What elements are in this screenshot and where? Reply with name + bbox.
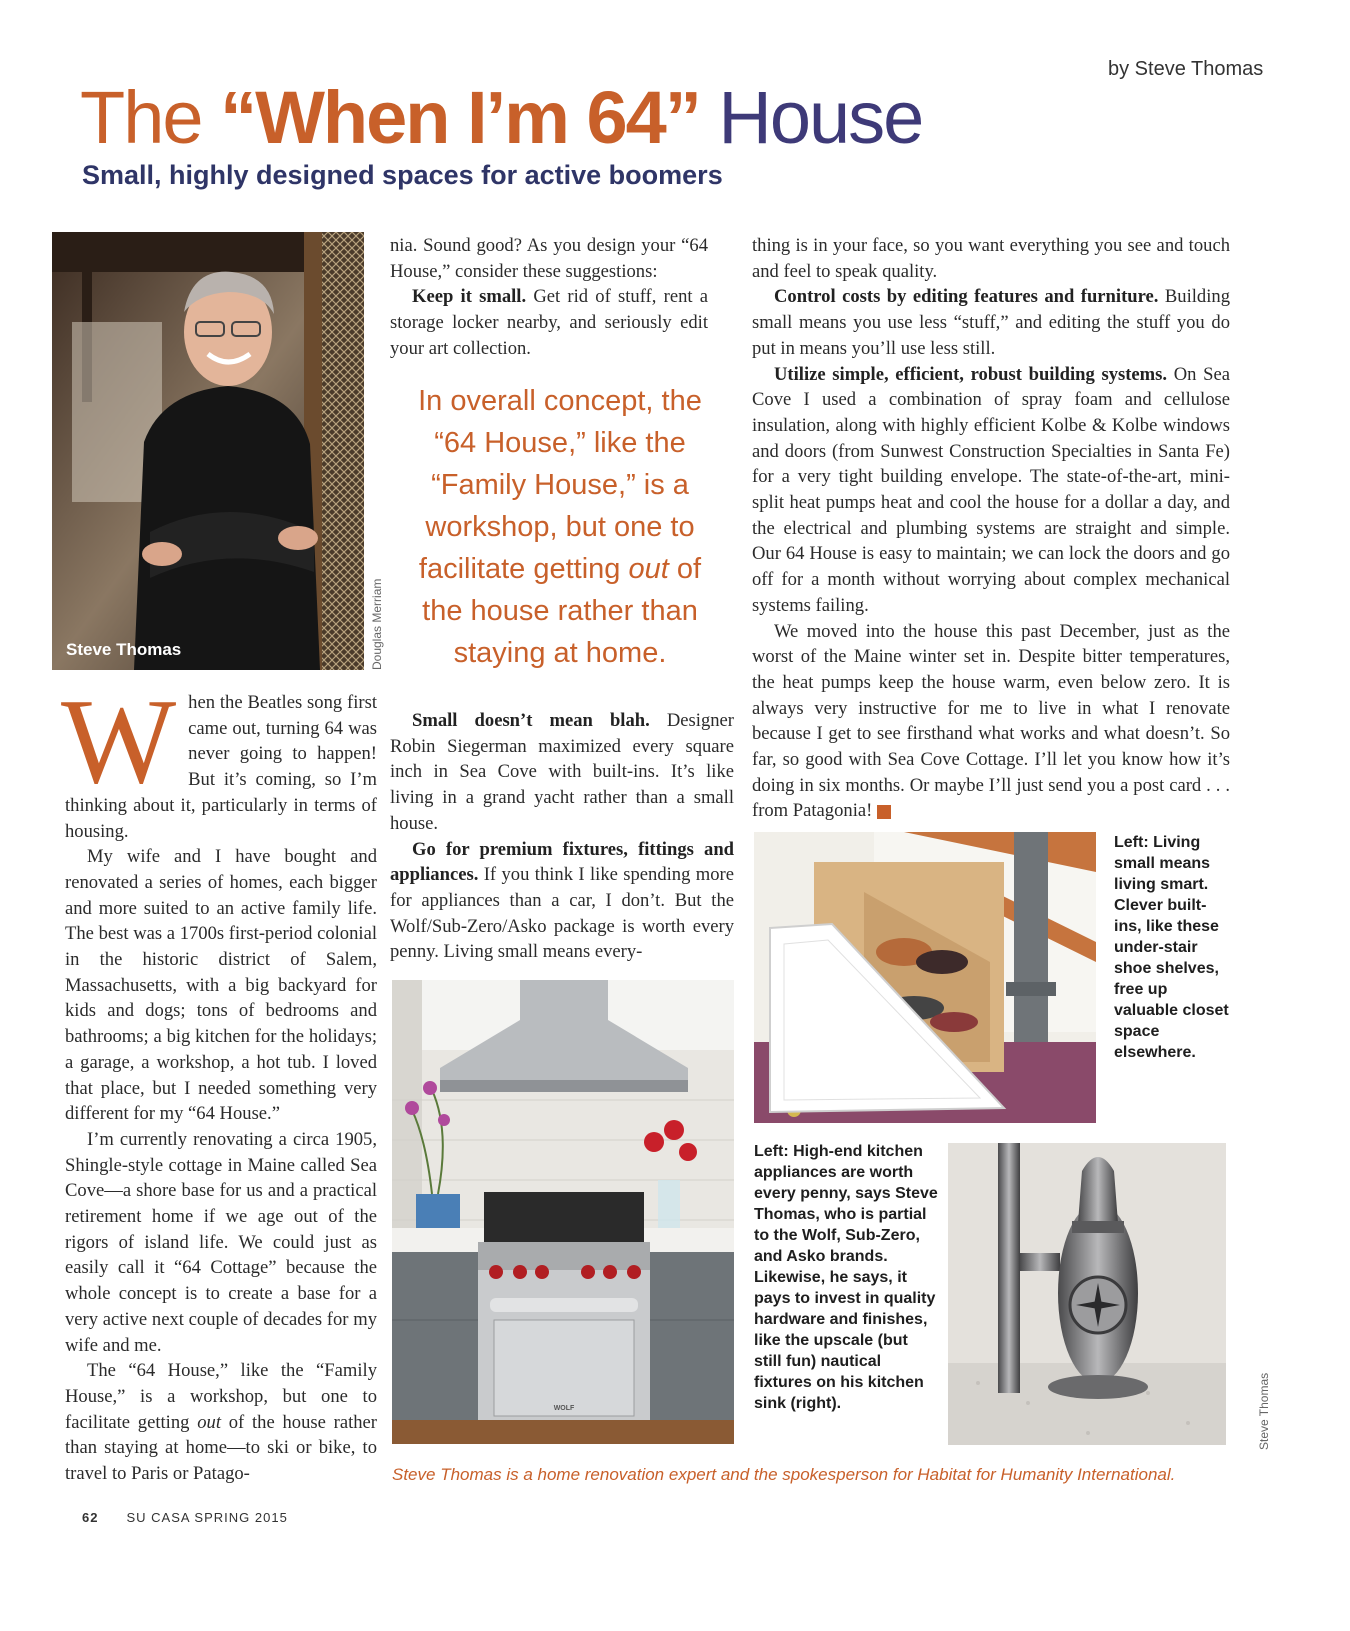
paragraph: We moved into the house this past December, just as the worst of the Maine winter set in. Despite bitter temperatures, the heat pumps keep the house warm, even below zero. It is always very instructive for me to live in what I renovate because I get to see firsthand what works and what doesn’t. So far, so good with Sea Cove Cottage. I’ll let you know how it’s doing in six months. Or maybe I’ll just send you a post card . . . from Patagonia! SC [752,620,1230,822]
lead-in: Go for premium fixtures, fittings and appliances. [390,838,734,886]
end-mark-icon: SC [877,805,891,819]
range-brand-label: WOLF [553,1405,575,1412]
publication-name: SU CASA SPRING 2015 [126,1510,288,1525]
portrait-illustration [52,232,364,670]
lead-in: Keep it small. [412,286,527,308]
paragraph: thing is in your face, so you want everything you see and touch and feel to speak quality. [752,235,1230,282]
paragraph: My wife and I have bought and renovated a series of homes, each bigger and more suited to an active family life. The best was a 1700s first-period colonial in the historic district of Salem, Massachusetts, with a big backyard for kids and dogs; tons of bedrooms and bathrooms; a big kitchen for the holidays; a garage, a workshop, a hot tub. I loved that place, but I needed something very different for my “64 House.” [65,846,377,1125]
paragraph: Control costs by editing features and furniture. Building small means you use less “stuff,” and editing the stuff you do put in means you’ll use less still. [752,286,1230,359]
lead-in: Small doesn’t mean blah. [412,710,650,731]
caption-kitchen: Left: High-end kitchen appliances are worth every penny, says Steve Thomas, who is partial to the Wolf, Sub-Zero, and Asko brands. Likewise, he says, it pays to invest in quality hardware and finishes, like the upscale (but still fun) nautical fixtures on his kitchen sink (right). [754,1143,938,1412]
faucet-photo [948,1143,1226,1445]
paragraph-opening: When the Beatles song first came out, turning 64 was never going to happen! But it’s coming, so I’m thinking about it, particularly in terms of housing. [61,674,377,842]
paragraph: Small doesn’t mean blah. Designer Robin Siegerman maximized every square inch in Sea Cove with built-ins. It’s like living in a grand yacht rather than a small house. [390,710,734,834]
paragraph: Go for premium fixtures, fittings and appliances. If you think I like spending more for appliances than a car, I don’t. But the Wolf/Sub-Zero/Asko package is worth every penny. Living small means every- [390,838,734,963]
lead-in: Utilize simple, efficient, robust building systems. [774,363,1168,385]
paragraph: Keep it small. Get rid of stuff, rent a storage locker nearby, and seriously edit your art collection. [390,286,709,359]
portrait-caption: Steve Thomas [66,640,182,659]
paragraph: I’m currently renovating a circa 1905, Shingle-style cottage in Maine called Sea Cove—a shore base for us and a practical retirement home if we age out of the rigors of island life. We could just as easily call it “64 Cottage” because the whole concept is to create a base for a very active next couple of decades for my wife and me. [65,1128,377,1356]
column-2-bottom [390,708,734,965]
portrait-credit: Douglas Merriam [370,578,384,670]
title-part-the: The [80,76,221,159]
caption-stair: Left: Living small means living smart. Clever built-ins, like these under-stair shoe shelves, free up valuable closet space elsewhere. [1114,834,1229,1061]
side-photo-credit: Steve Thomas [1257,1372,1271,1450]
article-title [80,74,922,162]
title-part-house: House [699,76,923,159]
title-part-quote: “When I’m 64” [220,76,700,159]
column-2-top [390,233,708,362]
faucet-illustration [948,1143,1226,1445]
column-1 [61,674,377,1487]
drop-cap: W [61,674,177,809]
column-3 [752,233,1230,824]
paragraph: nia. Sound good? As you design your “64 House,” consider these suggestions: [390,235,708,282]
lead-in: Control costs by editing features and furniture. [774,286,1159,308]
kitchen-illustration [392,980,734,1444]
stair-shelves-photo [754,832,1096,1123]
article-subtitle: Small, highly designed spaces for active boomers [82,160,723,190]
author-bio: Steve Thomas is a home renovation expert and the spokesperson for Habitat for Humanity International. [392,1465,1176,1484]
stair-illustration [754,832,1096,1123]
page-folio [82,1510,288,1525]
portrait-photo [52,232,364,670]
byline: by Steve Thomas [1108,58,1264,80]
paragraph: Utilize simple, efficient, robust building systems. On Sea Cove I used a combination of spray foam and cellulose insulation, along with highly efficient Kolbe & Kolbe windows and doors (from Sunwest Construction Specialties in Santa Fe) for a very tight building envelope. The state-of-the-art, mini-split heat pumps heat and cool the house for a dollar a day, and the electrical and plumbing systems are straight and simple. Our 64 House is easy to maintain; we can lock the doors and go off for a month without worrying about complex mechanical systems failing. [752,363,1230,616]
paragraph: The “64 House,” like the “Family House,” is a workshop, but one to facilitate getting out of the house rather than staying at home—to ski or bike, to travel to Paris or Patago- [65,1360,377,1485]
page-number: 62 [82,1510,99,1525]
pull-quote: In overall concept, the “64 House,” like the “Family House,” is a workshop, but one to facilitate getting out of the house rather than staying at home. [418,385,702,669]
kitchen-range-photo [392,980,734,1444]
